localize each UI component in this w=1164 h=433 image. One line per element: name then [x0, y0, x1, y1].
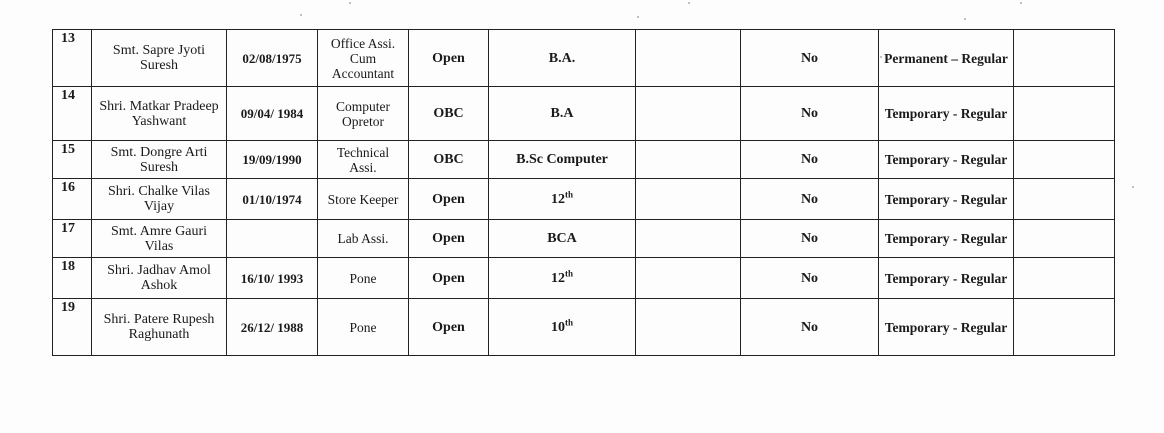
education-value: 12 — [550, 270, 565, 286]
employee-name-cell: Shri. Patere Rupesh Raghunath — [92, 299, 227, 356]
employment-status-cell: Temporary - Regular — [879, 87, 1014, 141]
certificate-cell: No — [741, 141, 879, 179]
birth-date-cell: 09/04/ 1984 — [227, 87, 318, 141]
education-value: B.Sc Computer — [516, 152, 608, 167]
employment-status-cell: Temporary - Regular — [879, 220, 1014, 258]
scan-speck — [1020, 2, 1022, 4]
serial-number-cell: 18 — [53, 258, 92, 299]
post-cell: Store Keeper — [318, 179, 409, 220]
scan-speck — [637, 16, 639, 18]
table-row — [53, 220, 1115, 258]
certificate-cell: No — [741, 220, 879, 258]
blank-cell — [636, 87, 741, 141]
education-cell — [489, 30, 636, 87]
remarks-cell — [1014, 141, 1115, 179]
serial-number-cell: 14 — [53, 87, 92, 141]
table-row — [53, 258, 1115, 299]
serial-number-cell: 19 — [53, 299, 92, 356]
post-cell: Pone — [318, 299, 409, 356]
post-cell: Computer Opretor — [318, 87, 409, 141]
employee-name-cell: Smt. Amre Gauri Vilas — [92, 220, 227, 258]
blank-cell — [636, 30, 741, 87]
serial-number-cell: 15 — [53, 141, 92, 179]
scan-speck — [964, 18, 966, 20]
scan-speck — [1132, 186, 1134, 188]
education-cell — [489, 220, 636, 258]
blank-cell — [636, 299, 741, 356]
scan-speck — [349, 2, 351, 4]
blank-cell — [636, 141, 741, 179]
education-suffix: th — [564, 316, 573, 327]
blank-cell — [636, 258, 741, 299]
scan-speck — [300, 14, 302, 16]
certificate-cell: No — [741, 30, 879, 87]
category-cell: OBC — [409, 141, 489, 179]
education-suffix: th — [564, 267, 573, 278]
education-value: 10 — [550, 319, 565, 335]
education-value: B.A. — [548, 50, 576, 66]
certificate-cell: No — [741, 299, 879, 356]
remarks-cell — [1014, 299, 1115, 356]
birth-date-cell: 16/10/ 1993 — [227, 258, 318, 299]
category-cell: Open — [409, 179, 489, 220]
table-row — [53, 87, 1115, 141]
education-cell — [489, 141, 636, 179]
category-cell: Open — [409, 30, 489, 87]
birth-date-cell: 26/12/ 1988 — [227, 299, 318, 356]
certificate-cell: No — [741, 87, 879, 141]
scan-speck — [688, 2, 690, 4]
certificate-cell: No — [741, 258, 879, 299]
employment-status-cell: Temporary - Regular — [879, 299, 1014, 356]
employee-name-cell: Shri. Matkar Pradeep Yashwant — [92, 87, 227, 141]
post-cell: Pone — [318, 258, 409, 299]
remarks-cell — [1014, 220, 1115, 258]
education-value: B.A — [550, 106, 574, 121]
category-cell: Open — [409, 220, 489, 258]
education-suffix: th — [564, 188, 573, 199]
employee-name-cell: Smt. Dongre Arti Suresh — [92, 141, 227, 179]
education-value: 12 — [550, 191, 565, 207]
serial-number-cell: 13 — [53, 30, 92, 87]
table-row — [53, 30, 1115, 87]
certificate-cell: No — [741, 179, 879, 220]
remarks-cell — [1014, 179, 1115, 220]
table-row — [53, 299, 1115, 356]
education-value: BCA — [547, 231, 577, 246]
remarks-cell — [1014, 258, 1115, 299]
birth-date-cell: 02/08/1975 — [227, 30, 318, 87]
remarks-cell — [1014, 87, 1115, 141]
education-cell — [489, 258, 636, 299]
remarks-cell — [1014, 30, 1115, 87]
post-cell: Lab Assi. — [318, 220, 409, 258]
employee-name-cell: Smt. Sapre Jyoti Suresh — [92, 30, 227, 87]
employment-status-cell: Temporary - Regular — [879, 258, 1014, 299]
employee-name-cell: Shri. Chalke Vilas Vijay — [92, 179, 227, 220]
employment-status-cell: Temporary - Regular — [879, 179, 1014, 220]
serial-number-cell: 17 — [53, 220, 92, 258]
education-cell — [489, 299, 636, 356]
education-cell — [489, 87, 636, 141]
birth-date-cell: 19/09/1990 — [227, 141, 318, 179]
birth-date-cell: 01/10/1974 — [227, 179, 318, 220]
education-cell — [489, 179, 636, 220]
birth-date-cell — [227, 220, 318, 258]
blank-cell — [636, 179, 741, 220]
post-cell: Technical Assi. — [318, 141, 409, 179]
table-row — [53, 141, 1115, 179]
blank-cell — [636, 220, 741, 258]
table-row — [53, 179, 1115, 220]
category-cell: Open — [409, 299, 489, 356]
employment-status-cell: Permanent – Regular — [879, 30, 1014, 87]
category-cell: Open — [409, 258, 489, 299]
serial-number-cell: 16 — [53, 179, 92, 220]
category-cell: OBC — [409, 87, 489, 141]
table-body — [53, 30, 1115, 356]
staff-table — [52, 29, 1115, 356]
employee-name-cell: Shri. Jadhav Amol Ashok — [92, 258, 227, 299]
employment-status-cell: Temporary - Regular — [879, 141, 1014, 179]
post-cell: Office Assi. Cum Accountant — [318, 30, 409, 87]
